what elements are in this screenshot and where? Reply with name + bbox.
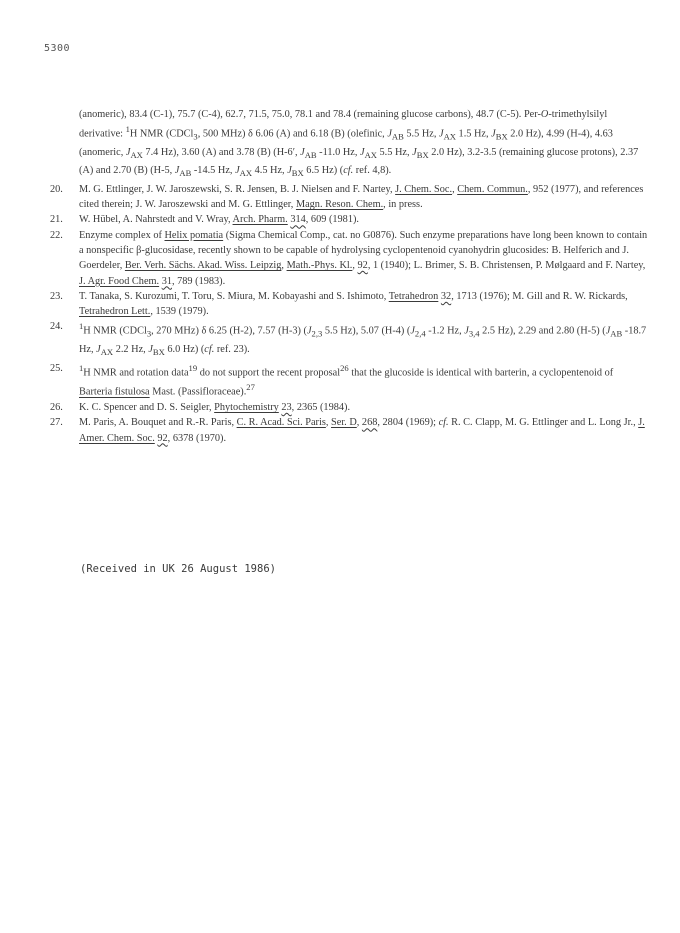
reference-item [50,400,648,415]
reference-number: 24. [50,321,63,333]
reference-text: K. C. Spencer and D. S. Seigler, Phytochemistry 23, 2365 (1984). [79,401,351,413]
reference-text: Enzyme complex of Helix pomatia (Sigma Chemical Comp., cat. no G0876). Such enzyme preparations have long been known to contain a nonspecific β-glucosidase, recently shown to be capable of hydrolysing cyclopentenoid cyanohydrin glucosides: B. Helferich and J. Goerdeler, Ber. Verh. Sächs. Akad. Wiss. Leipzig, Math.-Phys. Kl., 92, 1 (1940); L. Brimer, S. B. Christensen, P. Mølgaard and F. Nartey, J. Agr. Food Chem. 31, 789 (1983). [79,229,648,287]
reference-number: 22. [50,229,63,241]
reference-item [50,228,648,289]
reference-item [50,319,648,360]
reference-item [50,107,648,182]
reference-number: 21. [50,214,63,226]
reference-text: (anomeric), 83.4 (C-1), 75.7 (C-4), 62.7, 71.5, 75.0, 78.1 and 78.4 (remaining glucose carbons), 48.7 (C-5). Per-O-trimethylsilyl derivative: $^1$H NMR (CDCl$_3$, 500 MHz) δ 6.06 (A) and 6.18 (B) (olefinic, $J_{AB}$ 5.5 Hz, $J_{AX}$ 1.5 Hz, $J_{BX}$ 2.0 Hz), 4.99 (H-4), 4.63 (anomeric, $J_{AX}$ 7.4 Hz), 3.60 (A) and 3.78 (B) (H-6′, $J_{AB}$ -11.0 Hz, $J_{AX}$ 5.5 Hz, $J_{BX}$ 2.0 Hz), 3.2-3.5 (remaining glucose protons), 2.37 (A) and 2.70 (B) (H-5, $J_{AB}$ -14.5 Hz, $J_{AX}$ 4.5 Hz, $J_{BX}$ 6.5 Hz) (cf. ref. 4,8). [79,109,639,179]
reference-number: 23. [50,290,63,302]
received-date: (Received in UK 26 August 1986) [80,563,276,575]
reference-item [50,361,648,400]
reference-number: 25. [50,362,63,374]
page-number: 5300 [44,43,71,54]
reference-text: M. G. Ettlinger, J. W. Jaroszewski, S. R. Jensen, B. J. Nielsen and F. Nartey, J. Chem. Soc., Chem. Commun., 952 (1977), and references cited therein; J. W. Jaroszewski and M. G. Ettlinger, Magn. Reson. Chem., in press. [79,183,644,211]
reference-item [50,212,648,227]
reference-number: 27. [50,417,63,429]
reference-text: W. Hübel, A. Nahrstedt and V. Wray, Arch. Pharm. 314, 609 (1981). [79,214,359,226]
reference-item [50,415,648,446]
reference-list [50,107,648,446]
reference-text: M. Paris, A. Bouquet and R.-R. Paris, C. R. Acad. Sci. Paris, Ser. D, 268, 2804 (1969); cf. R. C. Clapp, M. G. Ettlinger and L. Long Jr., J. Amer. Chem. Soc. 92, 6378 (1970). [79,417,645,444]
reference-item [50,182,648,213]
reference-item [50,289,648,320]
reference-number: 26. [50,401,63,413]
reference-text: T. Tanaka, S. Kurozumi, T. Toru, S. Miura, M. Kobayashi and S. Ishimoto, Tetrahedron 32, 1713 (1976); M. Gill and R. W. Rickards, Tetrahedron Lett., 1539 (1979). [79,290,628,318]
reference-text: $^1$H NMR and rotation data$^{19}$ do not support the recent proposal$^{26}$ that the glucoside is identical with barterin, a cyclopentenoid of Barteria fistulosa Mast. (Passifloraceae).$^{27}$ [79,362,614,398]
reference-number: 20. [50,183,63,195]
reference-text: $^1$H NMR (CDCl$_3$, 270 MHz) δ 6.25 (H-2), 7.57 (H-3) ($J_{2,3}$ 5.5 Hz), 5.07 (H-4) ($J_{2,4}$ -1.2 Hz, $J_{3,4}$ 2.5 Hz), 2.29 and 2.80 (H-5) ($J_{AB}$ -18.7 Hz, $J_{AX}$ 2.2 Hz, $J_{BX}$ 6.0 Hz) (cf. ref. 23). [79,321,647,358]
